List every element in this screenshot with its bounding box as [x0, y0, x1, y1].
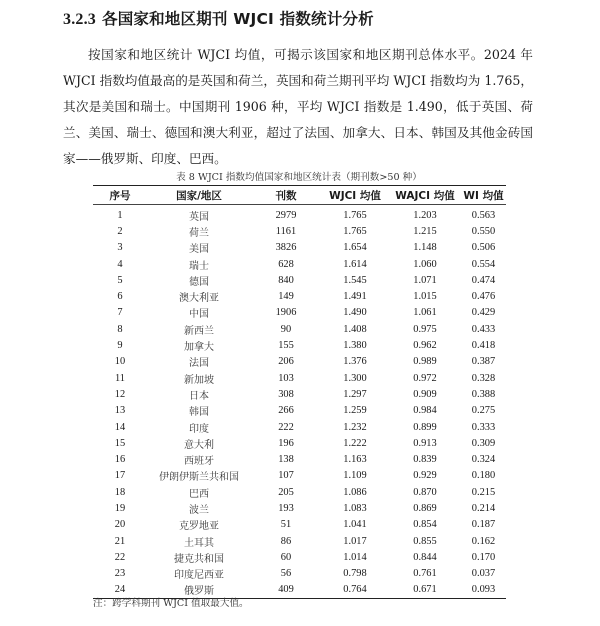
cell-index: 19 [114, 502, 126, 514]
table-row [93, 533, 506, 549]
table-row [93, 337, 506, 353]
cell-wjci: 1.086 [343, 486, 367, 498]
table-row [93, 321, 506, 337]
cell-count: 103 [278, 372, 294, 384]
cell-index: 2 [117, 225, 123, 237]
cell-count: 409 [278, 584, 294, 596]
cell-wjci: 1.654 [343, 242, 367, 254]
table-row [93, 370, 506, 386]
body-paragraph: 按国家和地区统计 WJCI 均值，可揭示该国家和地区期刊总体水平。2024 年 WJCI 指数均值最高的是英国和荷兰，英国和荷兰期刊平均 WJCI 指数均为 1.765，其次是美国和瑞士。中国期刊 1906 种，平均 WJCI 指数是 1.490，低于英国、荷兰、美国、瑞士、德国和澳大利亚，超过了法国、加拿大、日本、韩国及其他金砖国家——俄罗斯、印度、巴西。 [63, 47, 533, 166]
cell-wjci: 1.765 [343, 225, 367, 237]
cell-wi: 0.214 [471, 502, 496, 514]
cell-index: 20 [114, 519, 126, 531]
cell-wjci: 1.163 [343, 454, 367, 466]
wjci-country-table [93, 185, 506, 599]
cell-index: 7 [117, 307, 123, 319]
header-wi-mean: WI 均值 [461, 186, 506, 205]
table-row [93, 403, 506, 419]
table-row [93, 240, 506, 256]
cell-country: 意大利 [184, 439, 214, 451]
cell-index: 10 [114, 356, 126, 368]
cell-wajci: 0.870 [413, 486, 437, 498]
cell-wi: 0.387 [471, 356, 496, 368]
cell-index: 4 [117, 258, 123, 270]
cell-country: 印度尼西亚 [174, 570, 224, 582]
cell-count: 206 [278, 356, 294, 368]
cell-wi: 0.324 [471, 454, 496, 466]
cell-wajci: 0.671 [413, 584, 437, 596]
cell-index: 15 [114, 437, 126, 449]
cell-wi: 0.554 [471, 258, 496, 270]
section-title: 各国家和地区期刊 WJCI 指数统计分析 [102, 10, 374, 28]
table-note: 注：跨学科期刊 WJCI 值取最大值。 [93, 598, 249, 609]
section-number: 3.2.3 [63, 11, 96, 28]
cell-country: 日本 [189, 390, 209, 402]
cell-country: 巴西 [189, 488, 209, 500]
cell-index: 1 [117, 209, 123, 221]
table-row [93, 500, 506, 516]
cell-wajci: 1.148 [413, 242, 437, 254]
cell-index: 14 [114, 421, 126, 433]
header-wajci-mean: WAJCI 均值 [389, 186, 461, 205]
cell-country: 克罗地亚 [179, 521, 219, 533]
cell-count: 308 [278, 388, 294, 400]
cell-wi: 0.328 [471, 372, 496, 384]
cell-count: 149 [278, 291, 294, 303]
table-row [93, 205, 506, 224]
cell-wajci: 0.989 [413, 356, 437, 368]
table-row [93, 484, 506, 500]
cell-wi: 0.476 [471, 291, 496, 303]
header-index: 序号 [93, 186, 147, 205]
table-row [93, 272, 506, 288]
cell-wajci: 0.854 [413, 519, 437, 531]
cell-index: 13 [114, 405, 126, 417]
cell-country: 新西兰 [184, 325, 214, 337]
cell-country: 土耳其 [184, 537, 214, 549]
cell-index: 22 [114, 551, 126, 563]
table-row [93, 419, 506, 435]
cell-index: 3 [117, 242, 123, 254]
cell-country: 瑞士 [189, 260, 209, 272]
cell-index: 9 [117, 340, 123, 352]
table-caption: 表 8 WJCI 指数均值国家和地区统计表（期刊数>50 种） [176, 172, 422, 183]
cell-count: 2979 [275, 209, 297, 221]
cell-wajci: 0.962 [413, 340, 437, 352]
cell-index: 16 [114, 454, 126, 466]
cell-wajci: 0.984 [413, 405, 437, 417]
cell-index: 24 [114, 584, 126, 596]
cell-wi: 0.093 [471, 584, 496, 596]
cell-wjci: 1.041 [343, 519, 367, 531]
table-row [93, 517, 506, 533]
cell-count: 1161 [275, 225, 297, 237]
cell-wajci: 0.869 [413, 502, 437, 514]
cell-index: 21 [114, 535, 126, 547]
cell-country: 波兰 [189, 504, 209, 516]
cell-count: 222 [278, 421, 294, 433]
cell-country: 捷克共和国 [174, 553, 224, 565]
cell-wajci: 0.844 [413, 551, 437, 563]
section-heading [63, 7, 374, 29]
cell-country: 德国 [189, 276, 209, 288]
cell-wjci: 1.297 [343, 388, 367, 400]
cell-count: 138 [278, 454, 294, 466]
cell-count: 86 [280, 535, 292, 547]
cell-wjci: 1.017 [343, 535, 367, 547]
cell-wajci: 0.913 [413, 437, 437, 449]
cell-wjci: 1.259 [343, 405, 367, 417]
cell-country: 新加坡 [184, 374, 214, 386]
cell-index: 12 [114, 388, 126, 400]
cell-wajci: 1.215 [413, 225, 437, 237]
cell-country: 俄罗斯 [184, 586, 214, 598]
cell-count: 196 [278, 437, 294, 449]
cell-count: 56 [280, 568, 292, 580]
table-row [93, 451, 506, 467]
cell-wjci: 1.300 [343, 372, 367, 384]
cell-count: 1906 [275, 307, 297, 319]
table-row [93, 223, 506, 239]
cell-index: 11 [114, 372, 125, 384]
cell-count: 155 [278, 340, 294, 352]
cell-wajci: 0.855 [413, 535, 437, 547]
cell-wjci: 1.408 [343, 323, 367, 335]
cell-country: 中国 [189, 309, 209, 321]
cell-country: 伊朗伊斯兰共和国 [159, 472, 239, 484]
table-row [93, 549, 506, 565]
cell-count: 205 [278, 486, 294, 498]
cell-wajci: 0.839 [413, 454, 437, 466]
cell-wjci: 1.376 [343, 356, 367, 368]
cell-count: 51 [280, 519, 292, 531]
cell-wajci: 1.061 [413, 307, 437, 319]
cell-wjci: 1.222 [343, 437, 367, 449]
cell-wi: 0.215 [471, 486, 496, 498]
cell-wjci: 1.380 [343, 340, 367, 352]
cell-wajci: 1.203 [413, 209, 437, 221]
table-body [93, 205, 506, 599]
cell-country: 英国 [189, 211, 209, 223]
cell-wajci: 0.975 [413, 323, 437, 335]
table-row [93, 435, 506, 451]
table-row [93, 468, 506, 484]
cell-wi: 0.037 [471, 568, 496, 580]
cell-wajci: 0.761 [413, 568, 437, 580]
cell-country: 法国 [189, 358, 209, 370]
header-wjci-mean: WJCI 均值 [321, 186, 389, 205]
cell-wi: 0.162 [471, 535, 496, 547]
cell-wjci: 1.083 [343, 502, 367, 514]
cell-wajci: 0.929 [413, 470, 437, 482]
cell-index: 23 [114, 568, 126, 580]
cell-count: 628 [278, 258, 294, 270]
cell-wjci: 1.614 [343, 258, 367, 270]
cell-country: 澳大利亚 [179, 293, 219, 305]
cell-country: 加拿大 [184, 342, 214, 354]
cell-count: 90 [280, 323, 292, 335]
cell-wi: 0.388 [471, 388, 496, 400]
cell-country: 韩国 [189, 407, 209, 419]
cell-wjci: 1.109 [343, 470, 367, 482]
table-row [93, 256, 506, 272]
cell-wi: 0.333 [471, 421, 496, 433]
cell-wajci: 0.909 [413, 388, 437, 400]
cell-wi: 0.275 [471, 405, 496, 417]
cell-count: 840 [278, 274, 294, 286]
cell-wi: 0.550 [471, 225, 496, 237]
table-row [93, 354, 506, 370]
cell-wjci: 0.764 [343, 584, 367, 596]
cell-count: 3826 [275, 242, 297, 254]
cell-wajci: 1.015 [413, 291, 437, 303]
cell-wjci: 1.232 [343, 421, 367, 433]
header-count: 刊数 [251, 186, 321, 205]
cell-count: 266 [278, 405, 294, 417]
cell-country: 西班牙 [184, 456, 214, 468]
cell-index: 8 [117, 323, 123, 335]
cell-wjci: 1.014 [343, 551, 367, 563]
cell-wajci: 1.060 [413, 258, 437, 270]
cell-index: 6 [117, 291, 123, 303]
cell-wi: 0.433 [471, 323, 496, 335]
cell-country: 印度 [189, 423, 209, 435]
table-header-row [93, 186, 506, 205]
cell-wjci: 1.765 [343, 209, 367, 221]
cell-index: 17 [114, 470, 126, 482]
table-row [93, 305, 506, 321]
cell-wi: 0.474 [471, 274, 496, 286]
cell-count: 60 [280, 551, 292, 563]
table-row [93, 386, 506, 402]
cell-wjci: 0.798 [343, 568, 367, 580]
table-row [93, 288, 506, 304]
cell-wi: 0.563 [471, 209, 496, 221]
cell-wi: 0.429 [471, 307, 496, 319]
cell-wjci: 1.545 [343, 274, 367, 286]
cell-wjci: 1.490 [343, 307, 367, 319]
cell-index: 18 [114, 486, 126, 498]
cell-country: 美国 [189, 244, 209, 256]
cell-wajci: 1.071 [413, 274, 437, 286]
cell-wi: 0.506 [471, 242, 496, 254]
cell-index: 5 [117, 274, 123, 286]
header-country: 国家/地区 [147, 186, 251, 205]
cell-count: 107 [278, 470, 294, 482]
cell-country: 荷兰 [189, 227, 209, 239]
cell-wi: 0.418 [471, 340, 496, 352]
table-row [93, 566, 506, 582]
cell-count: 193 [278, 502, 294, 514]
cell-wi: 0.180 [471, 470, 496, 482]
cell-wi: 0.187 [471, 519, 496, 531]
cell-wajci: 0.899 [413, 421, 437, 433]
cell-wi: 0.309 [471, 437, 496, 449]
cell-wajci: 0.972 [413, 372, 437, 384]
cell-wjci: 1.491 [343, 291, 367, 303]
cell-wi: 0.170 [471, 551, 496, 563]
